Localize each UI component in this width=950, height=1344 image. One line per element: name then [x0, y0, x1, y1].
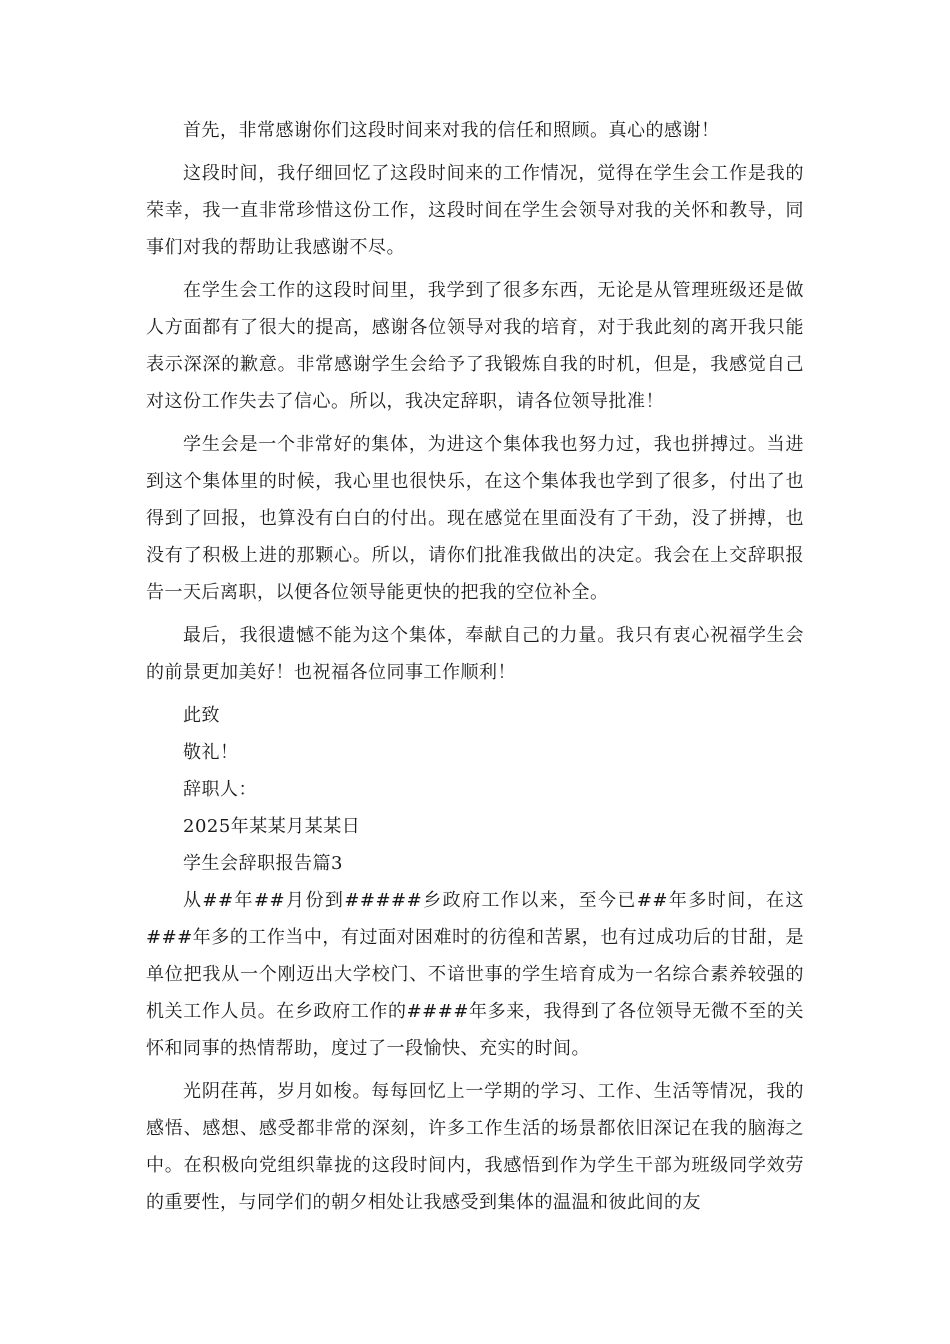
closing-line: 此致 — [183, 705, 220, 726]
paragraph: 最后，我很遗憾不能为这个集体，奉献自己的力量。我只有衷心祝福学生会的前景更加美好！也祝福各位同事工作顺利！ — [146, 625, 804, 683]
paragraph: 在学生会工作的这段时间里，我学到了很多东西，无论是从管理班级还是做人方面都有了很大的提高，感谢各位领导对我的培育，对于我此刻的离开我只能表示深深的歉意。非常感谢学生会给予了我锻炼自我的时机，但是，我感觉自己对这份工作失去了信心。所以，我决定辞职，请各位领导批准！ — [146, 280, 804, 412]
paragraph: 光阴荏苒，岁月如梭。每每回忆上一学期的学习、工作、生活等情况，我的感悟、感想、感受都非常的深刻，许多工作生活的场景都依旧深记在我的脑海之中。在积极向党组织靠拢的这段时间内，我感悟到作为学生干部为班级同学效劳的重要性，与同学们的朝夕相处让我感受到集体的温温和彼此间的友 — [146, 1081, 804, 1213]
document-page — [146, 112, 804, 1227]
salute-line: 敬礼！ — [183, 742, 239, 763]
signer-line: 辞职人： — [183, 779, 257, 800]
paragraph: 学生会是一个非常好的集体，为进这个集体我也努力过，我也拼搏过。当进到这个集体里的时候，我心里也很快乐，在这个集体我也学到了很多，付出了也得到了回报，也算没有白白的付出。现在感觉在里面没有了干劲，没了拼搏，也没有了积极上进的那颗心。所以，请你们批准我做出的决定。我会在上交辞职报告一天后离职，以便各位领导能更快的把我的空位补全。 — [146, 434, 804, 603]
date-line: 2025年某某月某某日 — [183, 816, 361, 837]
section-title: 学生会辞职报告篇3 — [183, 853, 343, 874]
paragraph: 从##年##月份到#####乡政府工作以来，至今已##年多时间，在这###年多的工作当中，有过面对困难时的彷徨和苦累，也有过成功后的甘甜，是单位把我从一个刚迈出大学校门、不谙世事的学生培育成为一名综合素养较强的机关工作人员。在乡政府工作的####年多来，我得到了各位领导无微不至的关怀和同事的热情帮助，度过了一段愉快、充实的时间。 — [146, 890, 804, 1059]
paragraph: 这段时间，我仔细回忆了这段时间来的工作情况，觉得在学生会工作是我的荣幸，我一直非常珍惜这份工作，这段时间在学生会领导对我的关怀和教导，同事们对我的帮助让我感谢不尽。 — [146, 163, 804, 258]
paragraph: 首先，非常感谢你们这段时间来对我的信任和照顾。真心的感谢！ — [183, 120, 720, 141]
